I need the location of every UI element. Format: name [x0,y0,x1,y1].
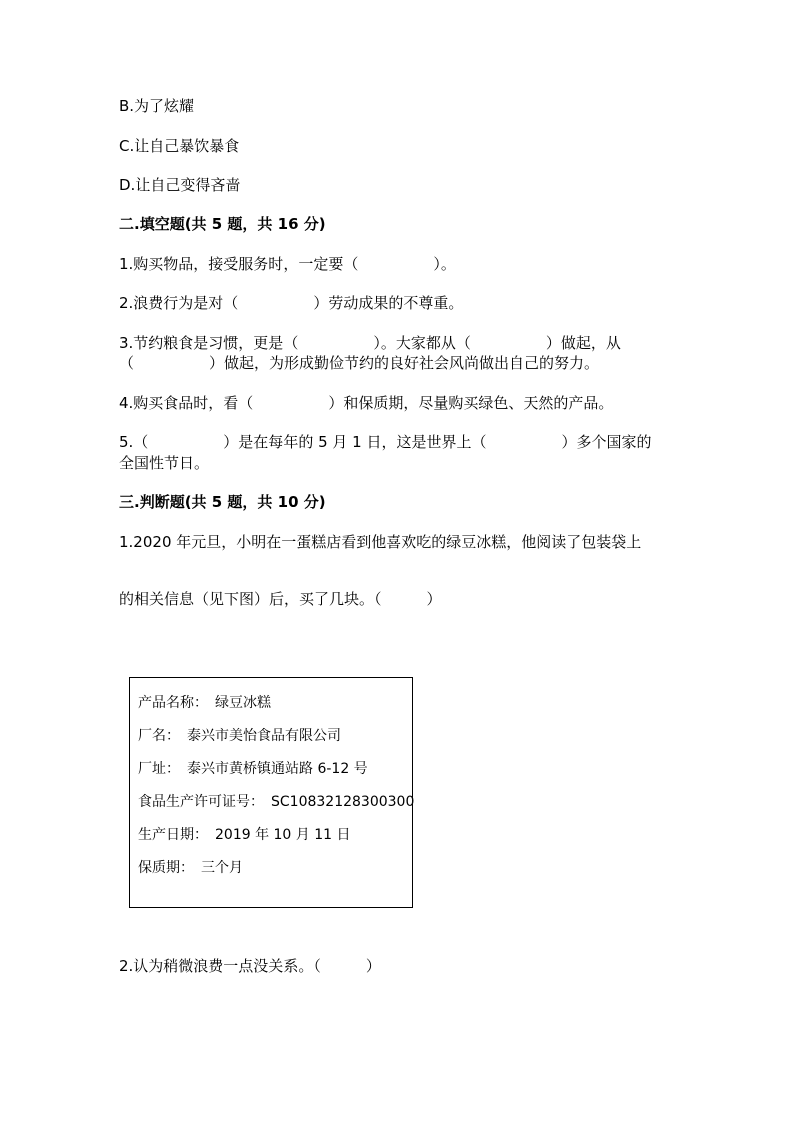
judge-question-1-line1: 1.2020 年元旦，小明在一蛋糕店看到他喜欢吃的绿豆冰糕，他阅读了包装袋上 [119,533,642,551]
judge-question-2: 2.认为稍微浪费一点没关系。（ ） [119,957,381,975]
judge-question-1-line2: 的相关信息（见下图）后，买了几块。（ ） [119,590,442,608]
fill-question-1: 1.购买物品，接受服务时，一定要（ ）。 [119,255,456,273]
section2-heading: 二.填空题(共 5 题，共 16 分) [119,215,326,233]
product-info-box [129,677,413,908]
fill-question-5-line2: 全国性节日。 [119,454,210,472]
product-address: 厂址： 泰兴市黄桥镇通站路 6-12 号 [138,761,368,777]
fill-question-3-line2: （ ）做起，为形成勤俭节约的良好社会风尚做出自己的努力。 [119,354,600,372]
fill-question-4: 4.购买食品时，看（ ）和保质期，尽量购买绿色、天然的产品。 [119,394,614,412]
product-production-date: 生产日期： 2019 年 10 月 11 日 [138,827,351,843]
product-shelf-life: 保质期： 三个月 [138,860,243,876]
fill-question-3-line1: 3.节约粮食是习惯，更是（ ）。大家都从（ ）做起，从 [119,334,621,352]
option-d: D.让自己变得吝啬 [119,176,241,194]
product-name: 产品名称： 绿豆冰糕 [138,695,271,711]
product-manufacturer: 厂名： 泰兴市美怡食品有限公司 [138,728,341,744]
fill-question-2: 2.浪费行为是对（ ）劳动成果的不尊重。 [119,294,464,312]
option-c: C.让自己暴饮暴食 [119,137,240,155]
fill-question-5-line1: 5.（ ）是在每年的 5 月 1 日，这是世界上（ ）多个国家的 [119,433,652,451]
product-license: 食品生产许可证号： SC10832128300300 [138,794,415,810]
section3-heading: 三.判断题(共 5 题，共 10 分) [119,493,326,511]
option-b: B.为了炫耀 [119,97,195,115]
